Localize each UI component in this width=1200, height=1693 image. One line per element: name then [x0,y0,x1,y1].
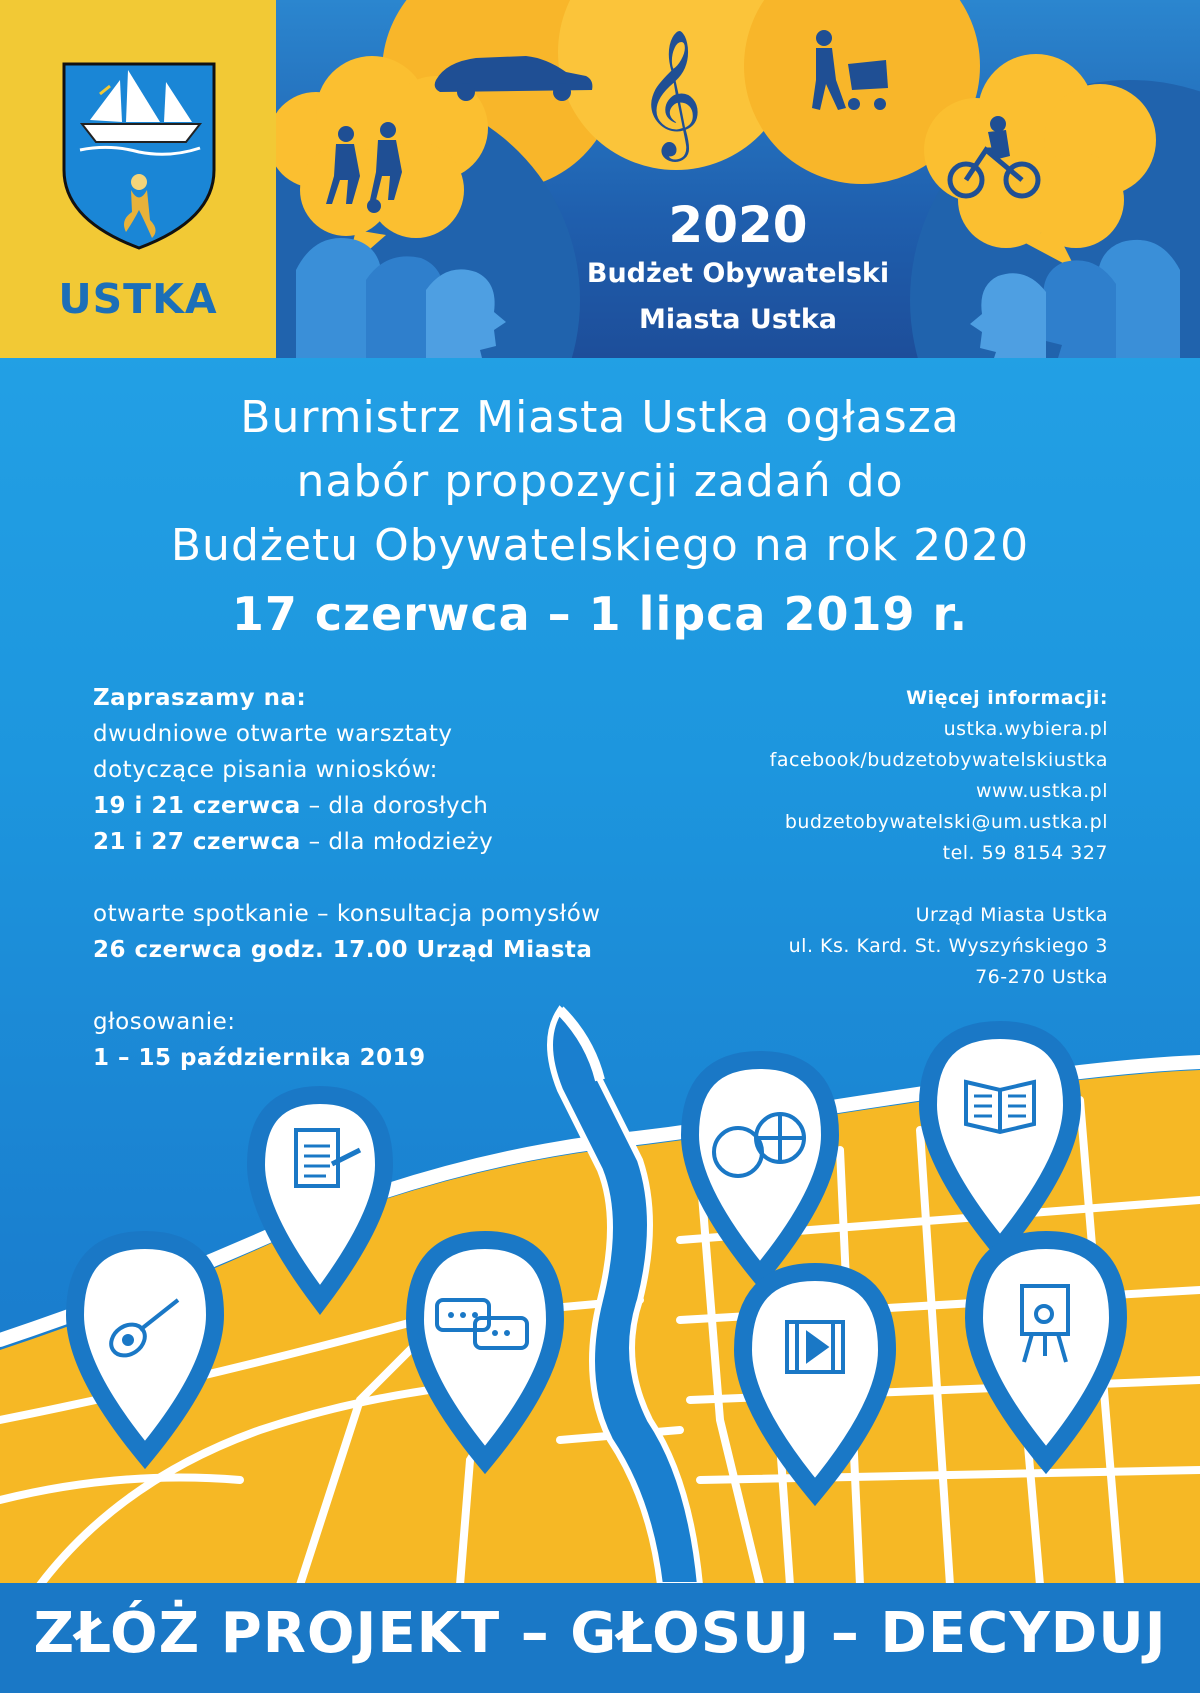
banner-title-line2: Miasta Ustka [638,304,838,335]
contact-phone: tel. 59 8154 327 [942,842,1108,864]
adults-date: 19 i 21 czerwca [93,793,301,819]
headline-line2: nabór propozycji zadań do [296,456,904,507]
contact-email: budzetobywatelski@um.ustka.pl [784,811,1108,833]
contact-website1: ustka.wybiera.pl [943,718,1108,740]
meeting-line: otwarte spotkanie – konsultacja pomysłów [93,901,601,927]
contact-section [588,683,1108,993]
youth-workshop [93,824,601,860]
banner [276,0,1200,358]
youth-text: – dla młodzieży [300,829,494,855]
footer-bar [0,1583,1200,1693]
city-map [0,1000,1200,1585]
invite-title: Zapraszamy na: [93,685,307,711]
adults-workshop [93,788,601,824]
headline-line3: Budżetu Obywatelskiego na rok 2020 [170,520,1030,571]
contact-office: Urząd Miasta Ustka [915,904,1108,926]
contact-website2: www.ustka.pl [976,780,1108,802]
treble-clef-icon: 𝄞 [638,28,704,156]
contact-title: Więcej informacji: [906,687,1108,709]
banner-title-line1: Budżet Obywatelski [586,258,890,289]
headline-dates: 17 czerwca – 1 lipca 2019 r. [231,587,969,641]
coat-of-arms-icon [60,60,218,252]
contact-street: ul. Ks. Kard. St. Wyszyńskiego 3 [788,935,1108,957]
voting-label: głosowanie: [93,1009,236,1035]
adults-text: – dla dorosłych [300,793,489,819]
contact-facebook: facebook/budzetobywatelskiustka [769,749,1108,771]
workshops-line1: dwudniowe otwarte warsztaty [93,721,453,747]
youth-date: 21 i 27 czerwca [93,829,301,855]
contact-postal: 76-270 Ustka [975,966,1108,988]
footer-slogan: ZŁÓŻ PROJEKT – GŁOSUJ – DECYDUJ [33,1601,1167,1666]
headline-line1: Burmistrz Miasta Ustka ogłasza [240,392,960,443]
logo-panel [0,0,276,358]
banner-year: 2020 [668,196,808,254]
city-name: USTKA [58,275,218,323]
meeting-date: 26 czerwca godz. 17.00 Urząd Miasta [93,937,593,963]
voting-date: 1 – 15 października 2019 [93,1045,426,1071]
workshops-line2: dotyczące pisania wniosków: [93,757,438,783]
